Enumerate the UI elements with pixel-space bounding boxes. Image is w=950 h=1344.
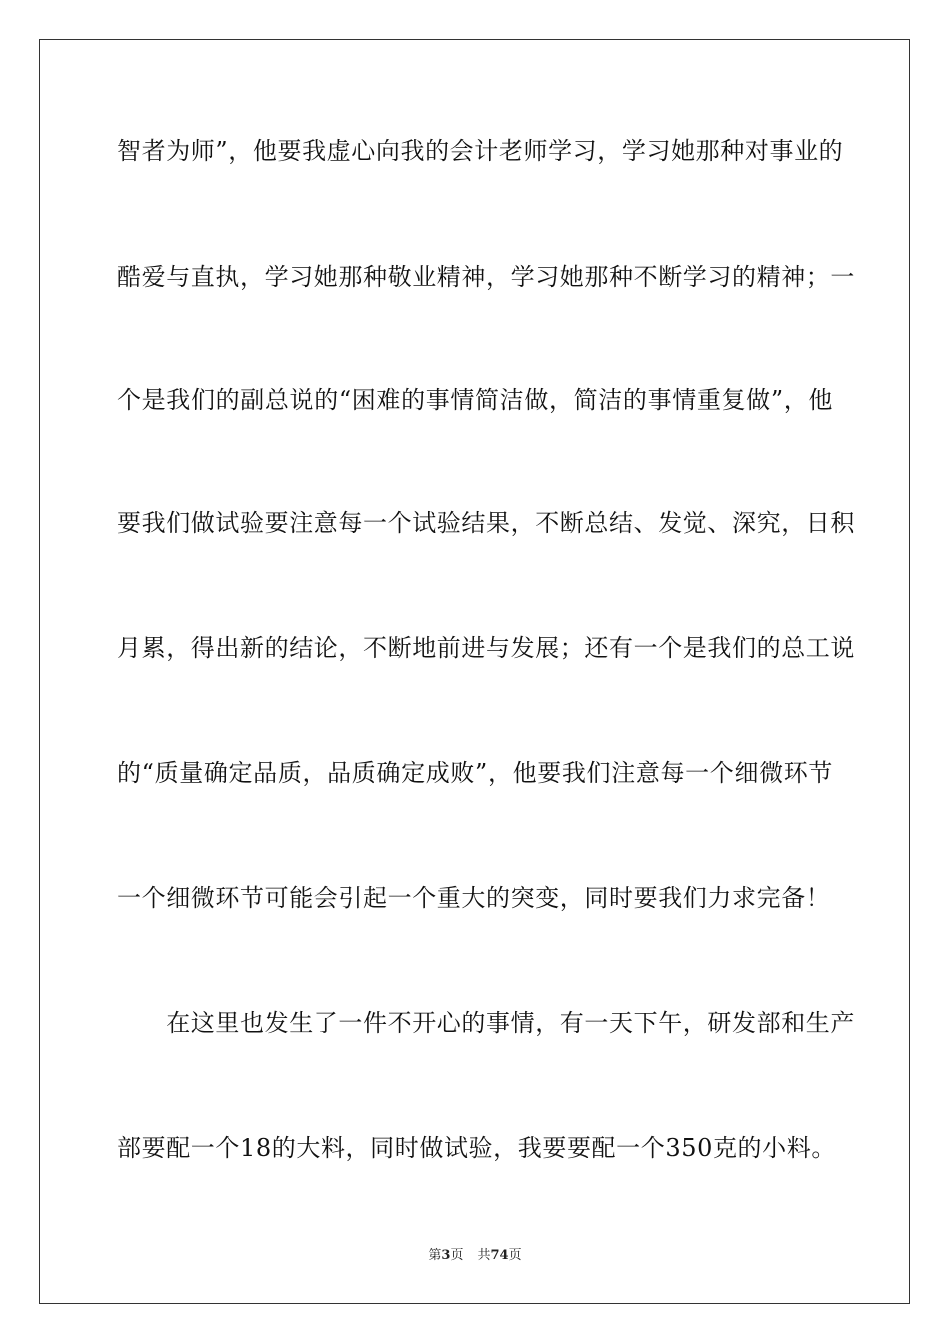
page-prefix: 第	[428, 1248, 442, 1263]
text-line: 月累，得出新的结论，不断地前进与发展；还有一个是我们的总工说	[117, 634, 855, 662]
page-footer	[0, 1247, 950, 1265]
total-pages: 74	[490, 1248, 509, 1263]
page-number: 3	[441, 1248, 451, 1263]
text-line: 个是我们的副总说的“困难的事情简洁做，简洁的事情重复做”，他	[117, 386, 833, 414]
text-line: 的“质量确定品质，品质确定成败”，他要我们注意每一个细微环节	[117, 759, 833, 787]
page-suffix: 页	[450, 1248, 464, 1263]
text-line: 智者为师”，他要我虚心向我的会计老师学习，学习她那种对事业的	[117, 137, 844, 165]
text-line: 一个细微环节可能会引起一个重大的突变，同时要我们力求完备！	[117, 884, 831, 912]
text-line: 酷爱与直执，学习她那种敬业精神，学习她那种不断学习的精神；一	[117, 263, 855, 291]
page-border	[39, 39, 910, 1304]
total-prefix: 共	[477, 1248, 491, 1263]
total-suffix: 页	[508, 1248, 522, 1263]
text-line: 要我们做试验要注意每一个试验结果，不断总结、发觉、深究，日积	[117, 509, 855, 537]
text-line: 部要配一个18的大料，同时做试验，我要要配一个350克的小料。	[117, 1134, 836, 1162]
text-line: 在这里也发生了一件不开心的事情，有一天下午，研发部和生产	[117, 1009, 855, 1037]
